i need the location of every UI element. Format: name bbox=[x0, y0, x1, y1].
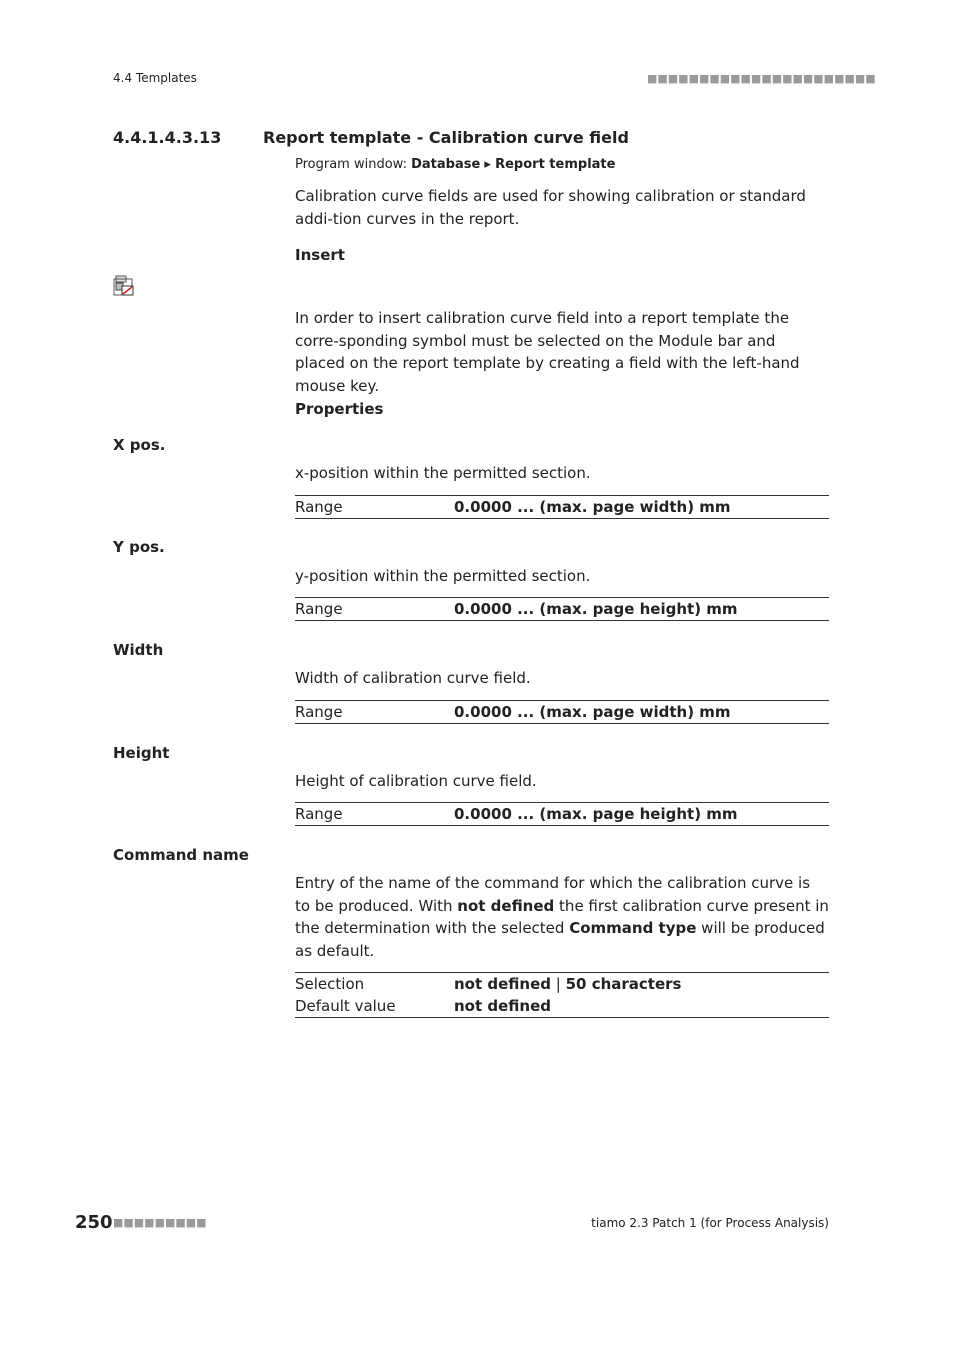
program-window-prefix: Program window: bbox=[295, 157, 412, 172]
footer-dots: ■■■■■■■■■ bbox=[113, 1216, 207, 1229]
range-row bbox=[295, 701, 829, 723]
property-range-table-y-pos bbox=[295, 597, 829, 621]
command-desc-part2: the first calibration curve present in the determination with the selected bbox=[295, 896, 829, 937]
program-window-path-database: Database bbox=[411, 157, 481, 172]
default-key: Default value bbox=[295, 997, 396, 1015]
property-name-width: Width bbox=[113, 641, 164, 659]
command-desc-bold-command-type: Command type bbox=[569, 919, 697, 937]
default-value: not defined bbox=[454, 997, 551, 1015]
range-value: 0.0000 ... (max. page height) mm bbox=[454, 600, 738, 618]
range-row bbox=[295, 803, 829, 825]
range-key: Range bbox=[295, 498, 343, 516]
range-value: 0.0000 ... (max. page width) mm bbox=[454, 703, 731, 721]
selection-key: Selection bbox=[295, 975, 365, 993]
property-name-y-pos: Y pos. bbox=[113, 538, 165, 556]
intro-paragraph: Calibration curve fields are used for showing calibration or standard addi-tion curves in the report. bbox=[295, 187, 806, 228]
property-desc-command-name bbox=[295, 872, 829, 962]
program-window-arrow: ▸ bbox=[480, 157, 496, 172]
section-title: Report template - Calibration curve field bbox=[263, 128, 629, 147]
property-desc-width: Width of calibration curve field. bbox=[295, 669, 531, 687]
calibration-curve-field-icon bbox=[113, 275, 135, 297]
section-number: 4.4.1.4.3.13 bbox=[113, 128, 222, 147]
page-number: 250 bbox=[75, 1212, 113, 1233]
selection-value-2: 50 characters bbox=[565, 975, 682, 993]
command-desc-part1: Entry of the name of the command for which the calibration curve is to be produced. With bbox=[295, 874, 811, 915]
property-desc-height: Height of calibration curve field. bbox=[295, 772, 537, 790]
property-name-command-name: Command name bbox=[113, 846, 249, 864]
selection-value bbox=[454, 975, 681, 993]
property-name-x-pos: X pos. bbox=[113, 436, 166, 454]
command-desc-bold-not-defined: not defined bbox=[457, 896, 555, 915]
program-window-line bbox=[295, 156, 829, 174]
property-range-table-width bbox=[295, 700, 829, 724]
property-name-height: Height bbox=[113, 744, 170, 762]
selection-row bbox=[295, 973, 829, 995]
footer-product: tiamo 2.3 Patch 1 (for Process Analysis) bbox=[591, 1216, 829, 1230]
program-window-path-report-template: Report template bbox=[495, 157, 616, 172]
range-key: Range bbox=[295, 805, 343, 823]
running-header-dots: ■■■■■■■■■■■■■■■■■■■■■■ bbox=[647, 72, 876, 85]
range-row bbox=[295, 598, 829, 620]
insert-paragraph: In order to insert calibration curve field into a report template the corre-sponding symbol must be selected on the Module bar and placed on the report template by creating a field with the left-hand mouse key. bbox=[295, 309, 800, 395]
range-row bbox=[295, 496, 829, 518]
range-value: 0.0000 ... (max. page height) mm bbox=[454, 805, 738, 823]
running-header-section: 4.4 Templates bbox=[113, 71, 197, 85]
properties-heading: Properties bbox=[295, 400, 384, 418]
range-key: Range bbox=[295, 703, 343, 721]
selection-value-1: not defined bbox=[454, 975, 551, 993]
property-range-table-height bbox=[295, 802, 829, 826]
default-row bbox=[295, 995, 829, 1017]
range-key: Range bbox=[295, 600, 343, 618]
property-range-table-x-pos bbox=[295, 495, 829, 519]
selection-separator: | bbox=[551, 975, 566, 993]
command-desc-part3: will be produced as default. bbox=[295, 919, 825, 960]
insert-heading: Insert bbox=[295, 246, 345, 264]
property-desc-x-pos: x-position within the permitted section. bbox=[295, 464, 591, 482]
range-value: 0.0000 ... (max. page width) mm bbox=[454, 498, 731, 516]
property-desc-y-pos: y-position within the permitted section. bbox=[295, 567, 591, 585]
property-table-command-name bbox=[295, 972, 829, 1018]
